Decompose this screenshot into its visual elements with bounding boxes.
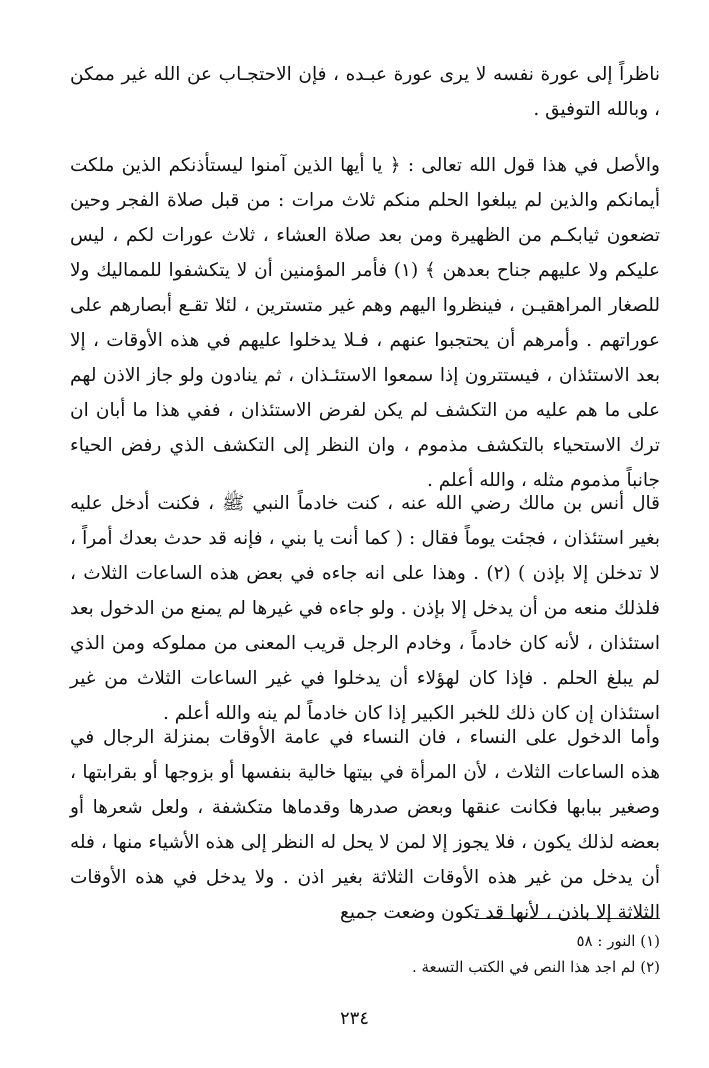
- footnote-2: (٢) لم اجد هذا النص في الكتب التسعة .: [411, 958, 660, 976]
- footnotes: [330, 928, 660, 980]
- page-number: ٢٣٤: [339, 1008, 369, 1029]
- footnote-separator: [475, 918, 660, 919]
- footnote-1: (١) النور : ٥٨: [576, 932, 660, 950]
- paragraph-1: ناظراً إلى عورة نفسه لا يرى عورة عبـده ، فإن الاحتجـاب عن الله غير ممكن ، وبالله التوفيق .: [70, 64, 660, 120]
- paragraph-3: قال أنس بن مالك رضي الله عنه ، كنت خادماً النبي ﷺ ، فكنت أدخل عليه بغير استئذان ، فجئت يوماً فقال : ( كما أنت يا بني ، فإنه قد حدث بعدك أمراً ، لا تدخلن إلا بإذن ) (٢) . وهذا على انه جاءه في بعض هذه الساعات الثلاث ، فلذلك منعه من أن يدخل إلا بإذن . ولو جاءه في غيرها لم يمنع من الدخول بعد استئذان ، لأنه كان خادماً ، وخادم الرجل قريب المعنى من مملوكه ومن الذي لم يبلغ الحلم . فإذا كان لهؤلاء أن يدخلوا في غير الساعات الثلاث من غير استئذان إن كان ذلك للخبر الكبير إذا كان خادماً لم ينه والله أعلم .: [70, 493, 660, 724]
- paragraph-4: وأما الدخول على النساء ، فان النساء في عامة الأوقات بمنزلة الرجال في هذه الساعات الثلاث ، لأن المرأة في بيتها خالية بنفسها أو بزوجها أو بقرابتها ، وصغير ببابها فكانت عنقها وبعض صدرها وقدماها متكشفة ، ولعل شعرها أو بعضه لذلك يكون ، فلا يجوز إلا لمن لا يحل له النظر إلى هذه الأشياء منها ، فله أن يدخل من غير هذه الأوقات الثلاثة بغير اذن . ولا يدخل في هذه الأوقات الثلاثة إلا باذن ، لأنها قد تكون وضعت جميع: [70, 727, 660, 923]
- paragraph-2: والأصل في هذا قول الله تعالى : ﴿ يا أيها الذين آمنوا ليستأذنكم الذين ملكت أيمانكم والذين لم يبلغوا الحلم منكم ثلاث مرات : من قبل صلاة الفجر وحين تضعون ثيابكـم من الظهيرة ومن بعد صلاة العشاء ، ثلاث عورات لكم ، ليس عليكم ولا عليهم جناح بعدهن ﴾ (١) فأمر المؤمنين أن لا يتكشفوا للمماليك ولا للصغار المراهقيـن ، فينظروا اليهم وهم غير متسترين ، لئلا تقـع أبصارهم على عوراتهم . وأمرهم أن يحتجبوا عنهم ، فـلا يدخلوا عليهم في هذه الأوقات ، إلا بعد الاستئذان ، فيستترون إذا سمعوا الاستئـذان ، ثم ينادون ولو جاز الاذن لهم على ما هم عليه من التكشف لم يكن لفرض الاستئذان ، ففي هذا ما أبان ان ترك الاستحياء بالتكشف مذموم ، وان النظر إلى التكشف الذي رفض الحياء جانباً مذموم مثله ، والله أعلم .: [70, 155, 660, 491]
